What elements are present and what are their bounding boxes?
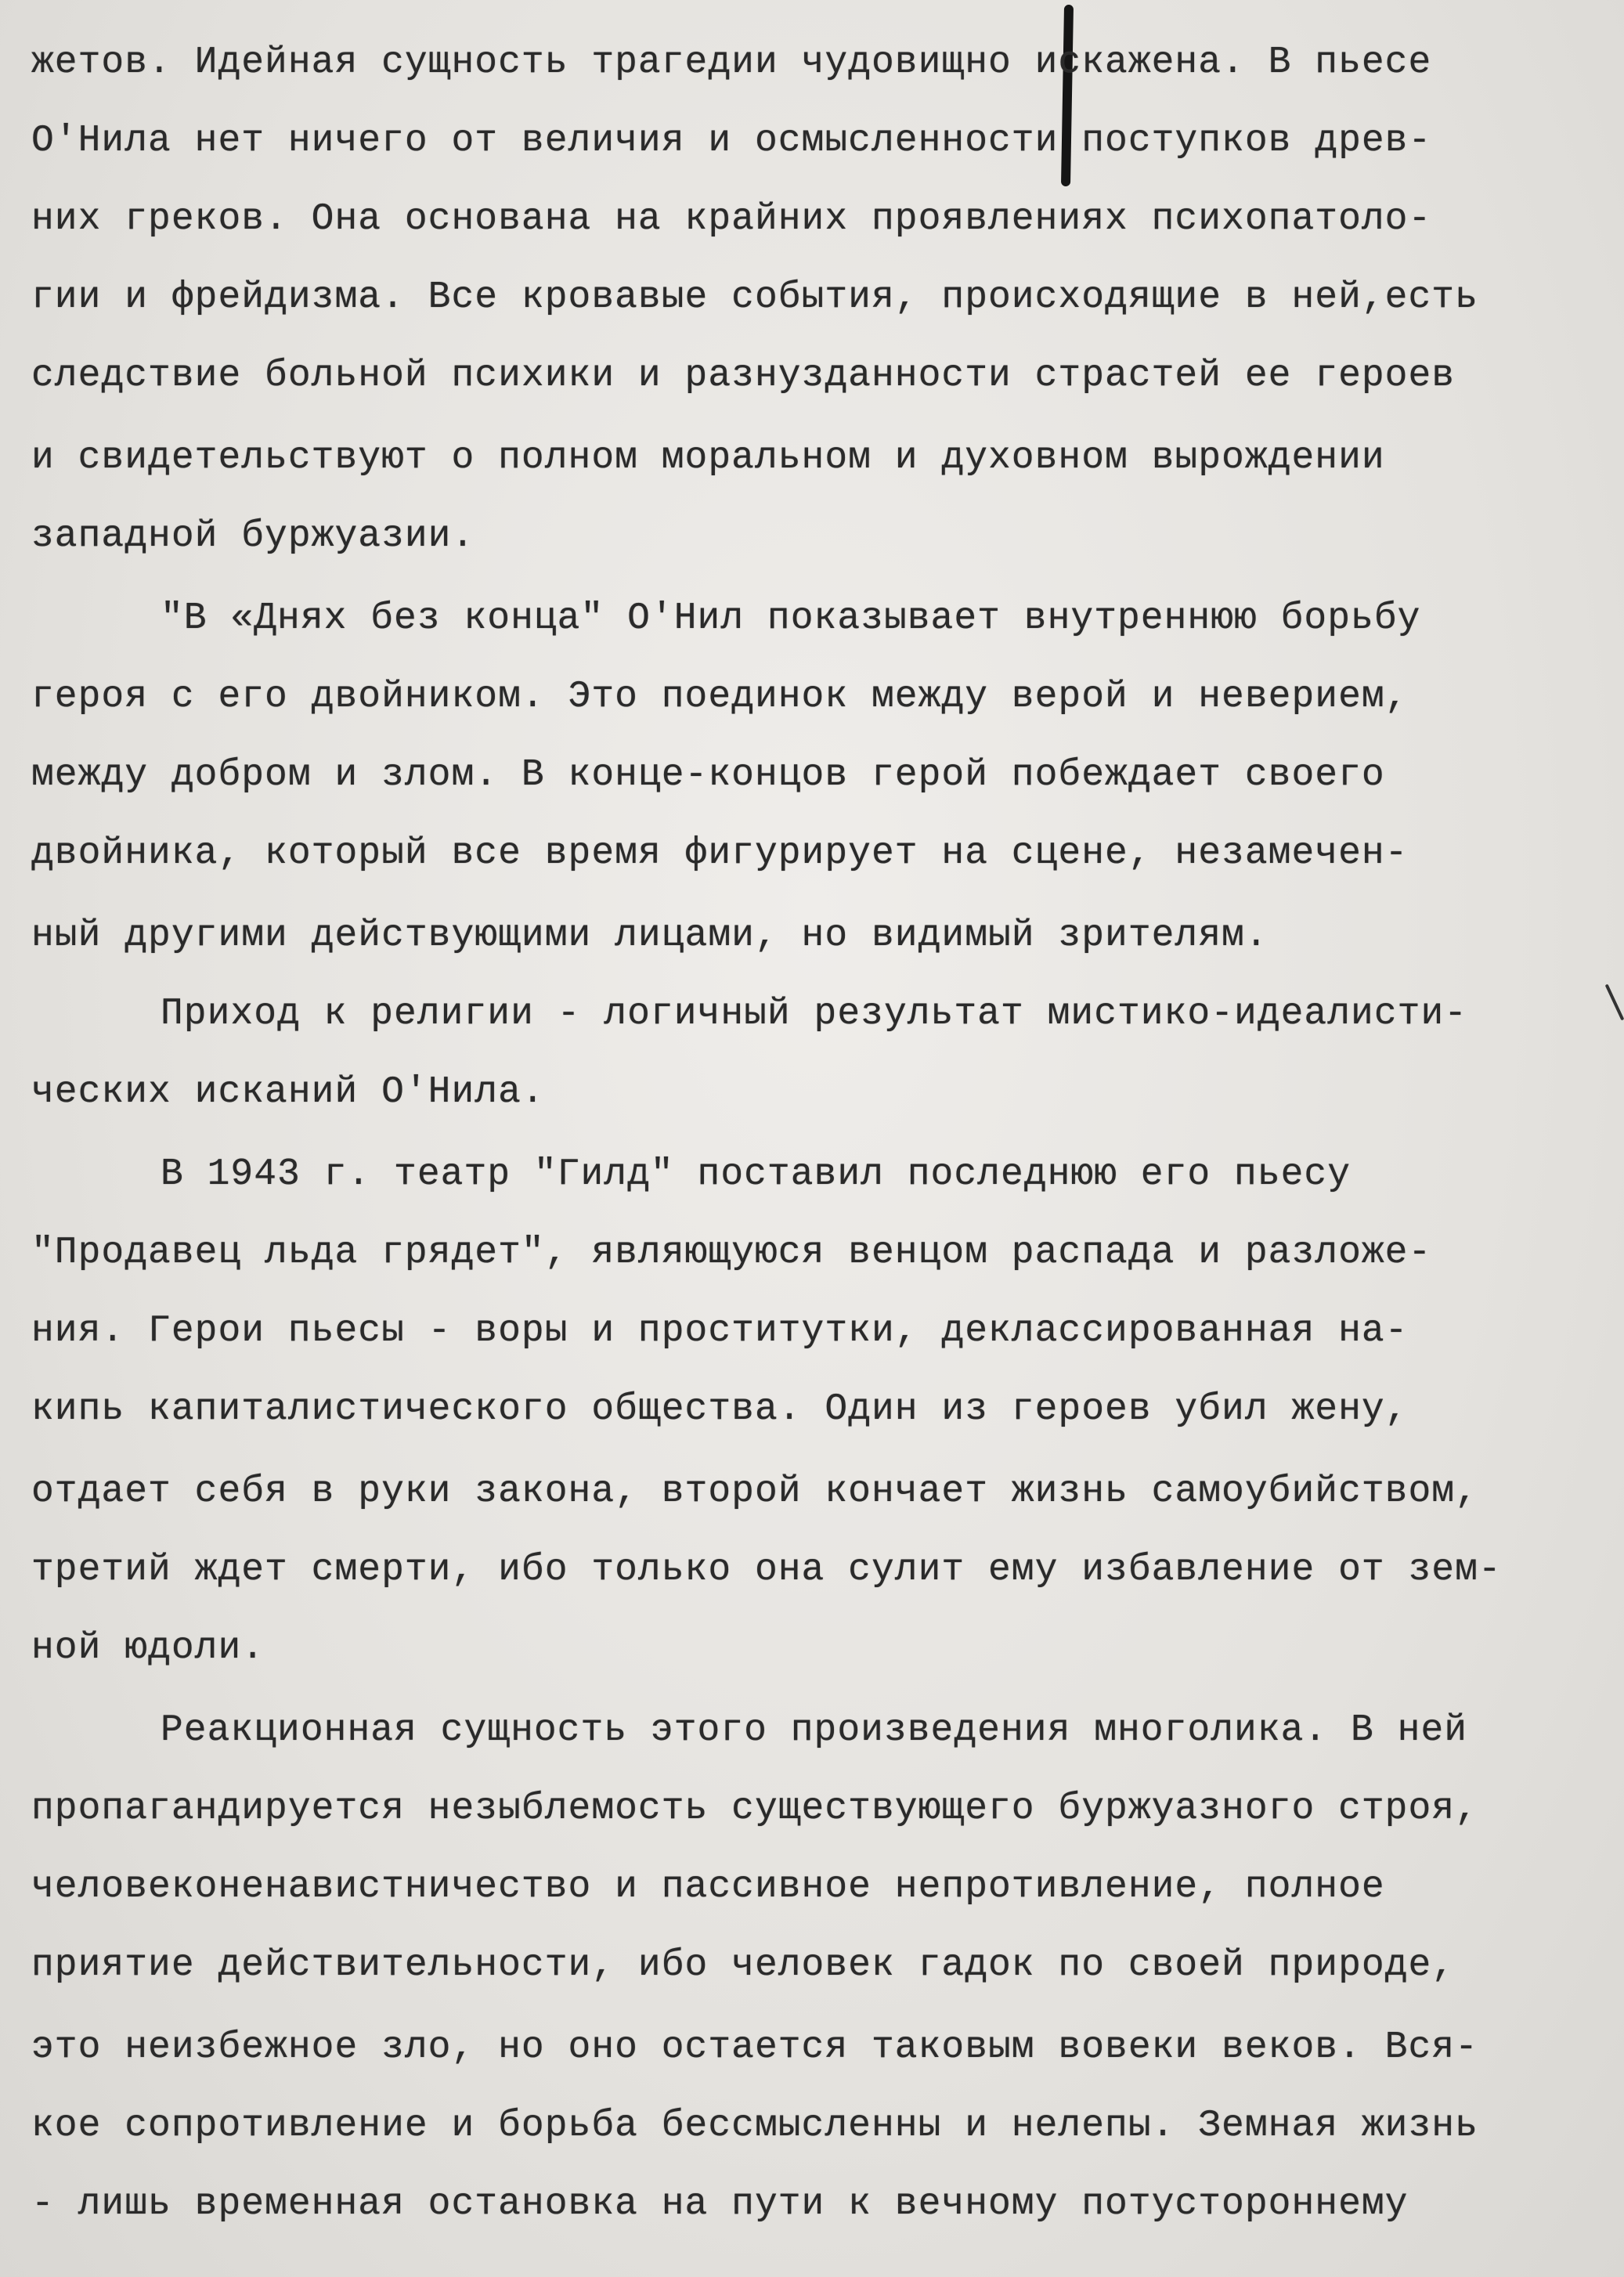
text-line: героя с его двойником. Это поединок между верой и неверием, [31, 676, 1409, 718]
text-line: них греков. Она основана на крайних проявлениях психопатоло- [31, 198, 1432, 240]
text-line: В 1943 г. театр "Гилд" поставил последнюю его пьесу [161, 1153, 1352, 1196]
text-line: Реакционная сущность этого произведения многолика. В ней [161, 1709, 1468, 1752]
text-line: О'Нила нет ничего от величия и осмысленности поступков древ- [31, 120, 1432, 162]
text-line: "В «Днях без конца" О'Нил показывает внутреннюю борьбу [161, 597, 1421, 640]
text-line: ной юдоли. [31, 1627, 265, 1669]
text-line: Приход к религии - логичный результат мистико-идеалисти- [161, 993, 1468, 1035]
text-line: "Продавец льда грядет", являющуюся венцом распада и разложе- [31, 1232, 1432, 1274]
text-line: двойника, который все время фигурирует на сцене, незамечен- [31, 832, 1409, 875]
text-line: ческих исканий О'Нила. [31, 1071, 545, 1113]
text-line: отдает себя в руки закона, второй кончает жизнь самоубийством, [31, 1470, 1478, 1513]
text-line: человеконенавистничество и пассивное непротивление, полное [31, 1866, 1385, 1908]
text-line: третий ждет смерти, ибо только она сулит ему избавление от зем- [31, 1549, 1502, 1591]
text-line: кое сопротивление и борьба бессмысленны и нелепы. Земная жизнь [31, 2105, 1478, 2147]
text-line: гии и фрейдизма. Все кровавые события, происходящие в ней,есть [31, 276, 1478, 319]
text-line: - лишь временная остановка на пути к вечному потустороннему [31, 2183, 1409, 2225]
text-line: жетов. Идейная сущность трагедии чудовищно искажена. В пьесе [31, 41, 1432, 84]
text-line: следствие больной психики и разнузданности страстей ее героев [31, 355, 1456, 397]
text-line: западной буржуазии. [31, 515, 475, 558]
text-line: пропагандируется незыблемость существующего буржуазного строя, [31, 1788, 1478, 1830]
text-line: ный другими действующими лицами, но видимый зрителям. [31, 915, 1269, 957]
text-line: кипь капиталистического общества. Один из героев убил жену, [31, 1388, 1409, 1431]
text-line: приятие действительности, ибо человек гадок по своей природе, [31, 1944, 1456, 1987]
text-line: и свидетельствуют о полном моральном и духовном вырождении [31, 437, 1385, 479]
text-line: это неизбежное зло, но оно остается таковым вовеки веков. Вся- [31, 2026, 1478, 2069]
text-line: ния. Герои пьесы - воры и проститутки, деклассированная на- [31, 1310, 1409, 1352]
text-line: между добром и злом. В конце-концов герой побеждает своего [31, 754, 1385, 796]
margin-mark [1605, 983, 1624, 1020]
